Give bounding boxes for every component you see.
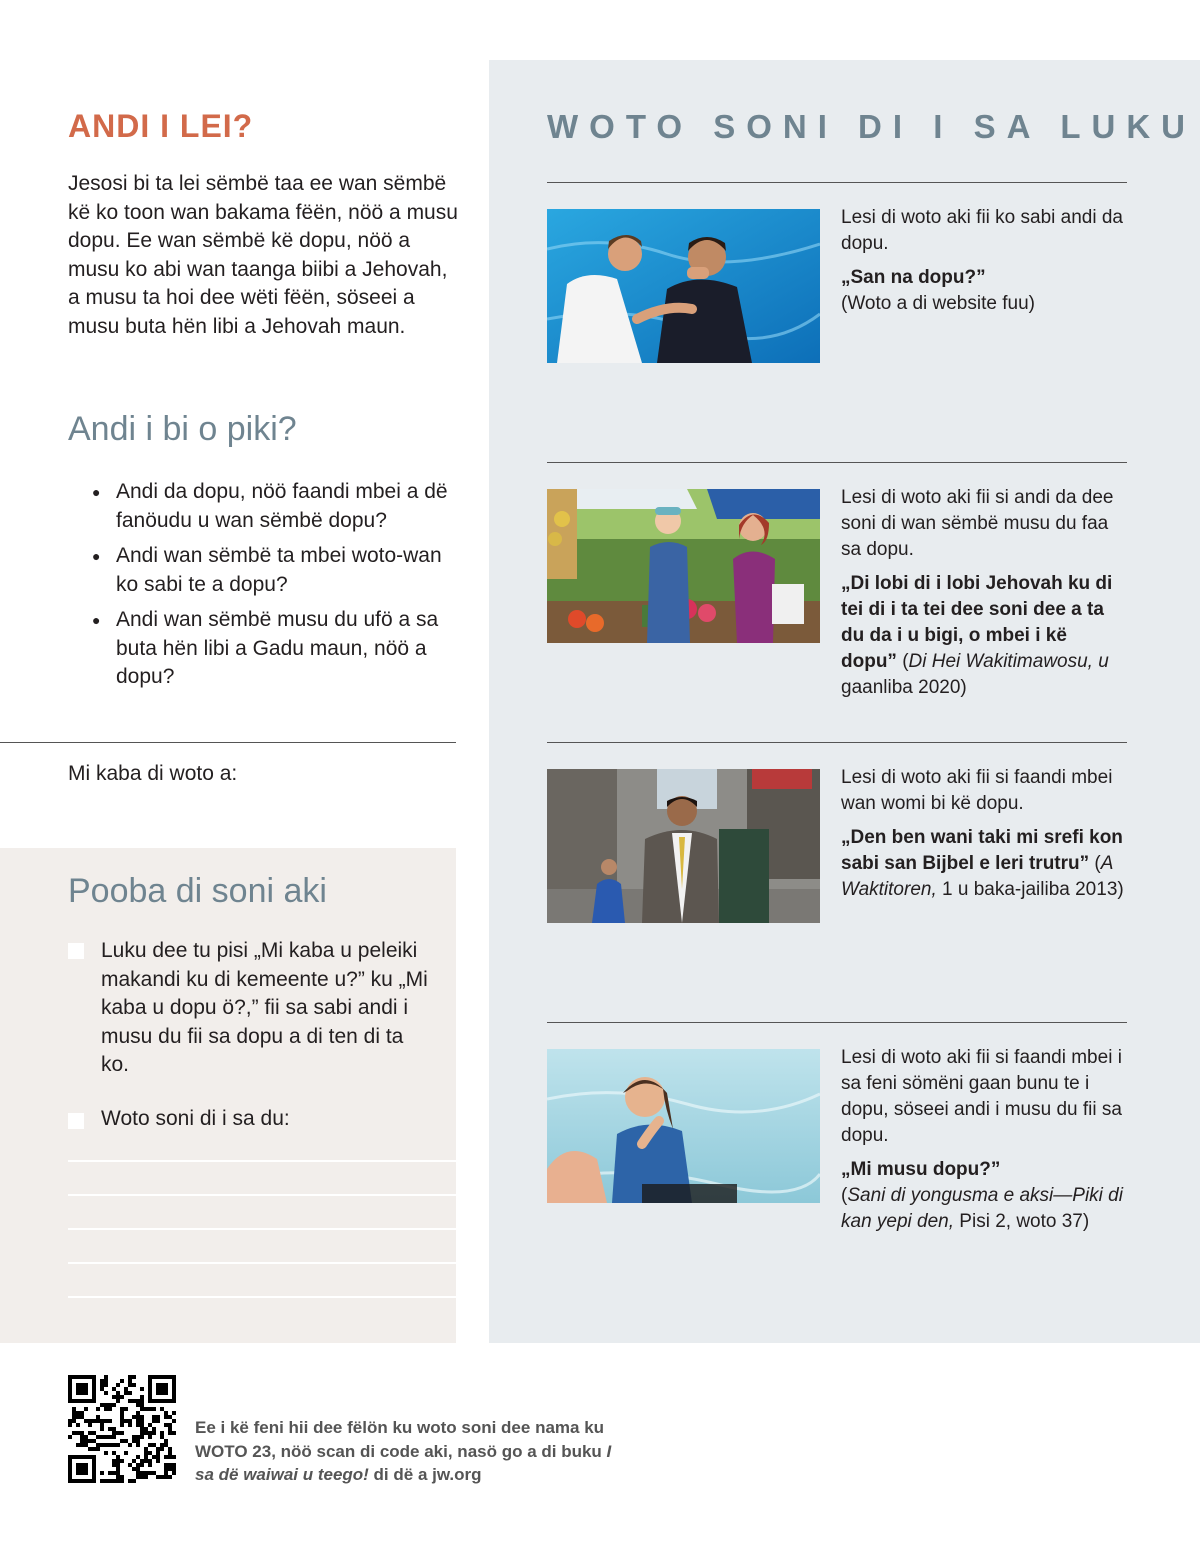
writing-line[interactable] <box>68 1296 456 1298</box>
questions-heading: Andi i bi o piki? <box>68 410 297 448</box>
resource-source: (Woto a di website fuu) <box>841 293 1035 314</box>
resource-source: (A Waktitoren, 1 u baka-jailiba 2013) <box>841 853 1124 900</box>
resource-title-link[interactable]: „Mi musu dopu?” <box>841 1159 1001 1180</box>
resource-divider <box>547 182 1127 183</box>
resource-lead: Lesi di woto aki fii si faandi mbei wan womi bi kë dopu. <box>841 767 1113 814</box>
intro-paragraph: Jesosi bi ta lei sëmbë taa ee wan sëmbë kë ko toon wan bakama fëën, nöö a musu dopu. Ee wan sëmbë kë dopu, nöö a musu ko abi wan taanga biibi a Jehovah, a musu ta hoi dee wëti fëën, söseei a musu buta hën libi a Jehovah maun. <box>68 172 458 338</box>
resource-lead: Lesi di woto aki fii ko sabi andi da dopu. <box>841 207 1123 254</box>
qr-code[interactable] <box>68 1375 176 1483</box>
resources-heading: WOTO SONI DI I SA LUKU <box>547 108 1197 145</box>
resource-divider <box>547 462 1127 463</box>
resource-caption <box>841 205 1126 317</box>
baptism-pool-young-woman-photo <box>547 1049 820 1203</box>
question-item: ● Andi wan sëmbë ta mbei woto-wan ko sabi te a dopu? <box>90 542 460 599</box>
resource-lead: Lesi di woto aki fii si andi da dee soni di wan sëmbë musu du faa sa dopu. <box>841 487 1114 560</box>
resource-divider <box>547 742 1127 743</box>
question-list <box>90 478 460 699</box>
market-stall-conversation-photo <box>547 489 820 643</box>
writing-line[interactable] <box>68 1262 456 1264</box>
left-divider <box>0 742 456 743</box>
resource-title-link[interactable]: „San na dopu?” <box>841 267 986 288</box>
writing-line[interactable] <box>68 1194 456 1196</box>
tasks-heading: Pooba di soni aki <box>68 872 327 910</box>
resource-title-link[interactable]: „Di lobi di i lobi Jehovah ku di tei di i ta tei dee soni dee a ta du da i u bigi, o mbei i kë dopu” <box>841 573 1113 672</box>
man-in-suit-city-street-photo <box>547 769 820 923</box>
task-item: Luku dee tu pisi „Mi kaba u peleiki makandi ku di kemeente u?” ku „Mi kaba u dopu ö?,” fii sa sabi andi i musu du fii sa dopu a di ten di ta ko. <box>101 939 428 1076</box>
task-item: Woto soni di i sa du: <box>101 1107 290 1130</box>
resource-source: (Di Hei Wakitimawosu, u gaanliba 2020) <box>841 651 1109 698</box>
writing-line[interactable] <box>68 1160 456 1162</box>
section-heading-andi-i-lei: ANDI I LEI? <box>68 108 254 144</box>
question-item: ● Andi wan sëmbë musu du ufö a sa buta hën libi a Gadu maun, nöö a dopu? <box>90 606 460 692</box>
question-item: ● Andi da dopu, nöö faandi mbei a dë fanöudu u wan sëmbë dopu? <box>90 478 460 535</box>
resource-title-link[interactable]: „Den ben wani taki mi srefi kon sabi san Bijbel e leri trutru” <box>841 827 1123 874</box>
task-checkbox[interactable] <box>68 1113 84 1129</box>
writing-line[interactable] <box>68 1228 456 1230</box>
resource-divider <box>547 1022 1127 1023</box>
note-label: Mi kaba di woto a: <box>68 762 238 785</box>
task-checkbox[interactable] <box>68 943 84 959</box>
tasks-box <box>0 848 456 1343</box>
footer-note: Ee i kë feni hii dee fëlön ku woto soni dee nama ku WOTO 23, nöö scan di code aki, nasö go a di buku I sa dë waiwai u teego! di dë a jw.org <box>195 1418 612 1484</box>
resource-source: (Sani di yongusma e aksi—Piki di kan yepi den, Pisi 2, woto 37) <box>841 1185 1123 1232</box>
resource-caption <box>841 765 1126 903</box>
resource-caption <box>841 1045 1126 1235</box>
resource-lead: Lesi di woto aki fii si faandi mbei i sa feni sömëni gaan bunu te i dopu, söseei andi i musu du fii sa dopu. <box>841 1047 1122 1146</box>
resource-caption <box>841 485 1126 701</box>
baptism-pool-man-photo <box>547 209 820 363</box>
